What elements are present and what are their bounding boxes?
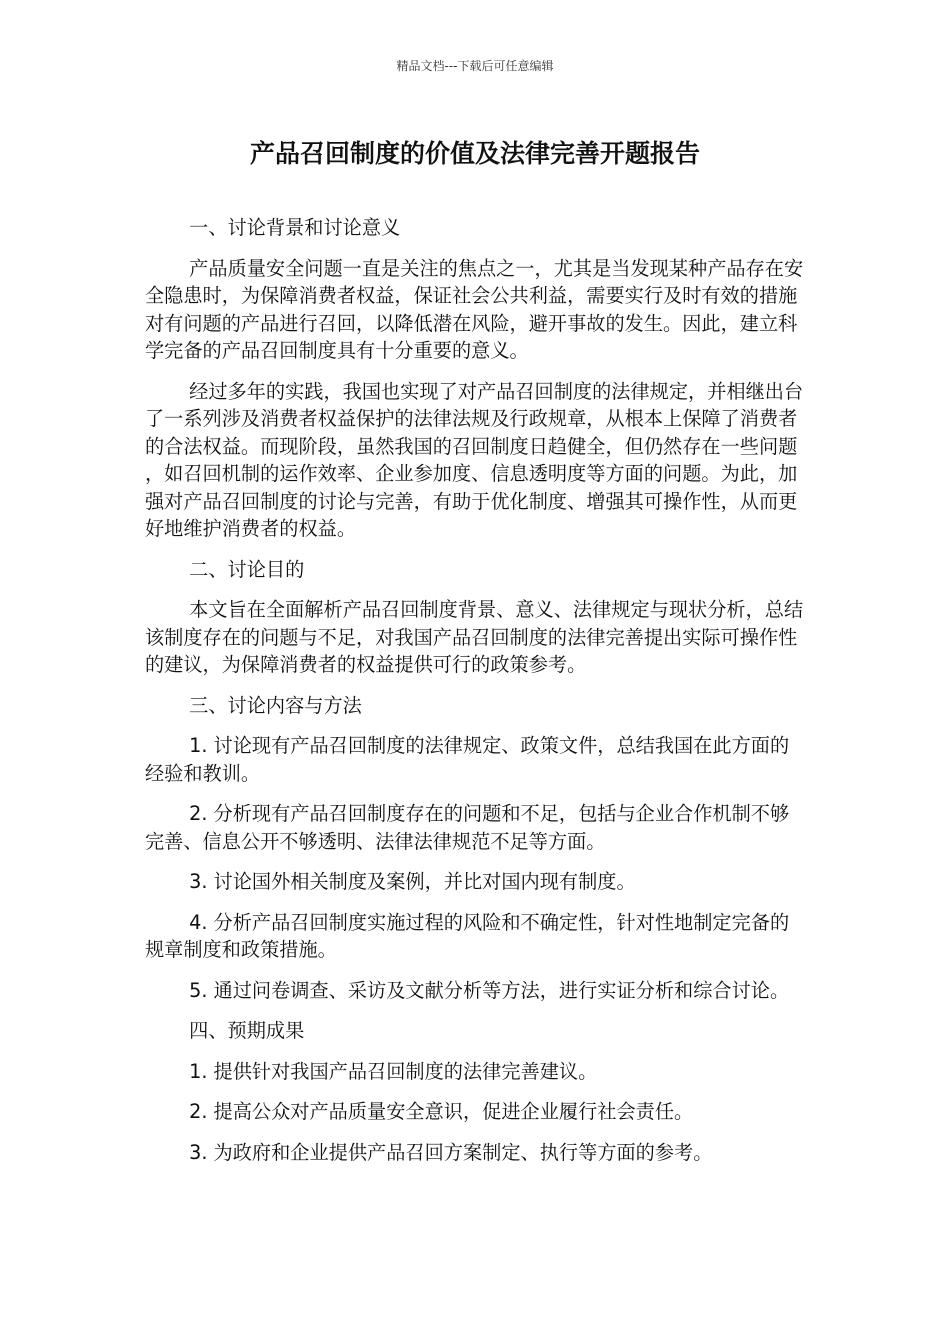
list-item: 2. 分析现有产品召回制度存在的问题和不足，包括与企业合作机制不够完善、信息公开不够透明、法律法律规范不足等方面。	[145, 802, 790, 853]
list-item: 1. 提供针对我国产品召回制度的法律完善建议。	[189, 1059, 598, 1083]
section-heading: 一、讨论背景和讨论意义	[189, 216, 401, 239]
section-purpose	[145, 556, 805, 679]
section-content-methods	[145, 692, 805, 1005]
section-heading: 四、预期成果	[189, 1019, 305, 1042]
list-item: 1. 讨论现有产品召回制度的法律规定、政策文件，总结我国在此方面的经验和教训。	[145, 734, 790, 785]
section-expected-results	[145, 1017, 805, 1166]
list-item: 3. 为政府和企业提供产品召回方案制定、执行等方面的参考。	[189, 1140, 713, 1164]
list-item: 3. 讨论国外相关制度及案例，并比对国内现有制度。	[189, 870, 636, 893]
document-body	[145, 214, 805, 1179]
paragraph: 本文旨在全面解析产品召回制度背景、意义、法律规定与现状分析，总结该制度存在的问题与不足，对我国产品召回制度的法律完善提出实际可操作性的建议，为保障消费者的权益提供可行的政策参考。	[145, 598, 804, 676]
list-item: 4. 分析产品召回制度实施过程的风险和不确定性，针对性地制定完备的规章制度和政策措施。	[145, 910, 790, 961]
document-title: 产品召回制度的价值及法律完善开题报告	[249, 139, 700, 168]
section-heading: 三、讨论内容与方法	[189, 693, 362, 717]
section-heading: 二、讨论目的	[189, 557, 305, 581]
paragraph: 经过多年的实践，我国也实现了对产品召回制度的法律规定，并相继出台了一系列涉及消费者权益保护的法律法规及行政规章，从根本上保障了消费者的合法权益。而现阶段，虽然我国的召回制度日趋健全，但仍然存在一些问题，如召回机制的运作效率、企业参加度、信息透明度等方面的问题。为此，加强对产品召回制度的讨论与完善，有助于优化制度、增强其可操作性，从而更好地维护消费者的权益。	[145, 379, 804, 540]
page-header: 精品文档---下载后可任意编辑	[396, 59, 554, 73]
list-item: 2. 提高公众对产品质量安全意识，促进企业履行社会责任。	[189, 1100, 694, 1123]
paragraph: 产品质量安全问题一直是关注的焦点之一，尤其是当发现某种产品存在安全隐患时，为保障消费者权益，保证社会公共利益，需要实行及时有效的措施对有问题的产品进行召回，以降低潜在风险，避开事故的发生。因此，建立科学完备的产品召回制度具有十分重要的意义。	[145, 256, 804, 362]
section-background	[145, 214, 805, 543]
list-item: 5. 通过问卷调查、采访及文献分析等方法，进行实证分析和综合讨论。	[189, 978, 790, 1002]
